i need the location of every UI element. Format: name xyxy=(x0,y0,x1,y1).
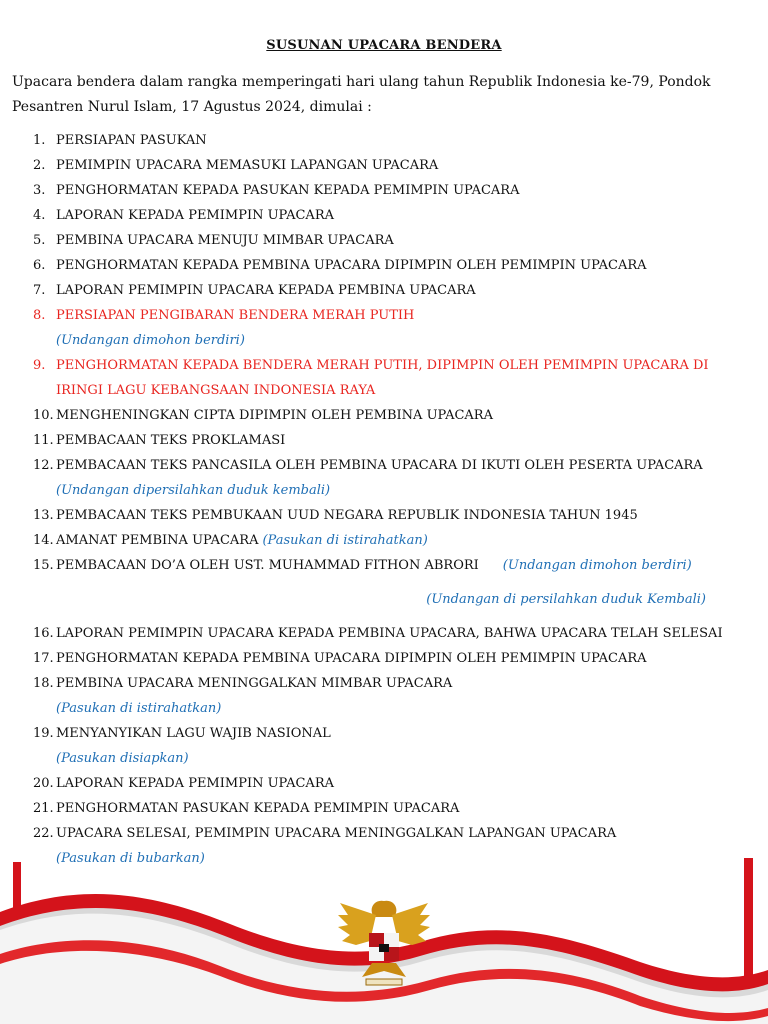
item-number: 17. xyxy=(33,651,54,666)
item-text xyxy=(56,528,726,553)
list-item-highlighted xyxy=(0,353,768,403)
item-number: 22. xyxy=(33,826,54,841)
item-text: PENGHORMATAN KEPADA PASUKAN KEPADA PEMIMPIN UPACARA xyxy=(56,183,520,198)
item-number: 16. xyxy=(33,626,54,641)
list-item xyxy=(0,403,768,428)
item-text: PEMBINA UPACARA MENUJU MIMBAR UPACARA xyxy=(56,233,394,248)
item-text: LAPORAN PEMIMPIN UPACARA KEPADA PEMBINA UPACARA, BAHWA UPACARA TELAH SELESAI xyxy=(56,626,723,641)
list-item xyxy=(0,203,768,228)
document-title: SUSUNAN UPACARA BENDERA xyxy=(266,38,502,53)
item-text: MENGHENINGKAN CIPTA DIPIMPIN OLEH PEMBINA UPACARA xyxy=(56,408,493,423)
item-text: PERSIAPAN PASUKAN xyxy=(56,133,207,148)
list-item xyxy=(0,621,768,646)
list-item xyxy=(0,821,768,846)
item-text: PENGHORMATAN KEPADA PEMBINA UPACARA DIPIMPIN OLEH PEMIMPIN UPACARA xyxy=(56,651,647,666)
item-number: 1. xyxy=(33,133,46,148)
item-number: 2. xyxy=(33,158,46,173)
list-item-highlighted xyxy=(0,303,768,328)
item-number: 3. xyxy=(33,183,46,198)
item-number: 19. xyxy=(33,726,54,741)
list-item xyxy=(0,228,768,253)
list-item xyxy=(0,453,768,478)
list-item xyxy=(0,553,768,578)
list-item xyxy=(0,528,768,553)
intro-paragraph: Upacara bendera dalam rangka memperingati hari ulang tahun Republik Indonesia ke-79, Pondok Pesantren Nurul Islam, 17 Agustus 2024, dimulai : xyxy=(12,74,711,115)
item-note: (Undangan dimohon berdiri) xyxy=(56,333,245,348)
item-number: 21. xyxy=(33,801,54,816)
item-note: (Pasukan di bubarkan) xyxy=(56,851,205,866)
list-item xyxy=(0,278,768,303)
item-number: 9. xyxy=(33,358,46,373)
item-text: LAPORAN PEMIMPIN UPACARA KEPADA PEMBINA UPACARA xyxy=(56,283,476,298)
item-text: PERSIAPAN PENGIBARAN BENDERA MERAH PUTIH xyxy=(56,308,415,323)
item-inline-note: (Undangan dimohon berdiri) xyxy=(502,558,692,573)
item-number: 6. xyxy=(33,258,46,273)
item-text: PEMBINA UPACARA MENINGGALKAN MIMBAR UPACARA xyxy=(56,676,453,691)
list-item xyxy=(0,428,768,453)
item-inline-note: (Pasukan di istirahatkan) xyxy=(262,533,428,548)
item-number: 15. xyxy=(33,558,54,573)
item-number: 18. xyxy=(33,676,54,691)
item-text: MENYANYIKAN LAGU WAJIB NASIONAL xyxy=(56,726,331,741)
item-text: UPACARA SELESAI, PEMIMPIN UPACARA MENINGGALKAN LAPANGAN UPACARA xyxy=(56,826,617,841)
list-item xyxy=(0,796,768,821)
item-text: PENGHORMATAN KEPADA BENDERA MERAH PUTIH, DIPIMPIN OLEH PEMIMPIN UPACARA DI IRINGI LAGU KEBANGSAAN INDONESIA RAYA xyxy=(56,358,709,398)
item-text: LAPORAN KEPADA PEMIMPIN UPACARA xyxy=(56,208,334,223)
list-item xyxy=(0,646,768,671)
item-text xyxy=(56,553,726,578)
item-text: PEMBACAAN TEKS PANCASILA OLEH PEMBINA UPACARA DI IKUTI OLEH PESERTA UPACARA xyxy=(56,458,703,473)
item-number: 12. xyxy=(33,458,54,473)
item-text: PEMBACAAN TEKS PROKLAMASI xyxy=(56,433,286,448)
list-item xyxy=(0,771,768,796)
list-item xyxy=(0,503,768,528)
item-text: PENGHORMATAN KEPADA PEMBINA UPACARA DIPIMPIN OLEH PEMIMPIN UPACARA xyxy=(56,258,647,273)
item-text: PENGHORMATAN PASUKAN KEPADA PEMIMPIN UPACARA xyxy=(56,801,460,816)
item-text: PEMIMPIN UPACARA MEMASUKI LAPANGAN UPACARA xyxy=(56,158,439,173)
list-item xyxy=(0,178,768,203)
item-note: (Undangan dipersilahkan duduk kembali) xyxy=(56,483,331,498)
flag-ribbon-decoration xyxy=(0,850,768,1024)
item-number: 20. xyxy=(33,776,54,791)
item-text-content: AMANAT PEMBINA UPACARA xyxy=(56,533,259,548)
item-number: 10. xyxy=(33,408,54,423)
item-text: LAPORAN KEPADA PEMIMPIN UPACARA xyxy=(56,776,334,791)
item-text: PEMBACAAN TEKS PEMBUKAAN UUD NEGARA REPUBLIK INDONESIA TAHUN 1945 xyxy=(56,508,638,523)
item-note: (Undangan di persilahkan duduk Kembali) xyxy=(426,592,706,607)
item-number: 11. xyxy=(33,433,54,448)
item-number: 4. xyxy=(33,208,46,223)
list-item xyxy=(0,671,768,696)
item-note: (Pasukan disiapkan) xyxy=(56,751,189,766)
item-text-content: PEMBACAAN DO’A OLEH UST. MUHAMMAD FITHON ABRORI xyxy=(56,558,479,573)
item-number: 5. xyxy=(33,233,46,248)
list-item xyxy=(0,128,768,153)
ceremony-agenda-list xyxy=(0,128,768,871)
item-number: 8. xyxy=(33,308,46,323)
item-number: 14. xyxy=(33,533,54,548)
list-item xyxy=(0,253,768,278)
item-note: (Pasukan di istirahatkan) xyxy=(56,701,222,716)
list-item xyxy=(0,153,768,178)
item-number: 7. xyxy=(33,283,46,298)
item-number: 13. xyxy=(33,508,54,523)
list-item xyxy=(0,721,768,746)
